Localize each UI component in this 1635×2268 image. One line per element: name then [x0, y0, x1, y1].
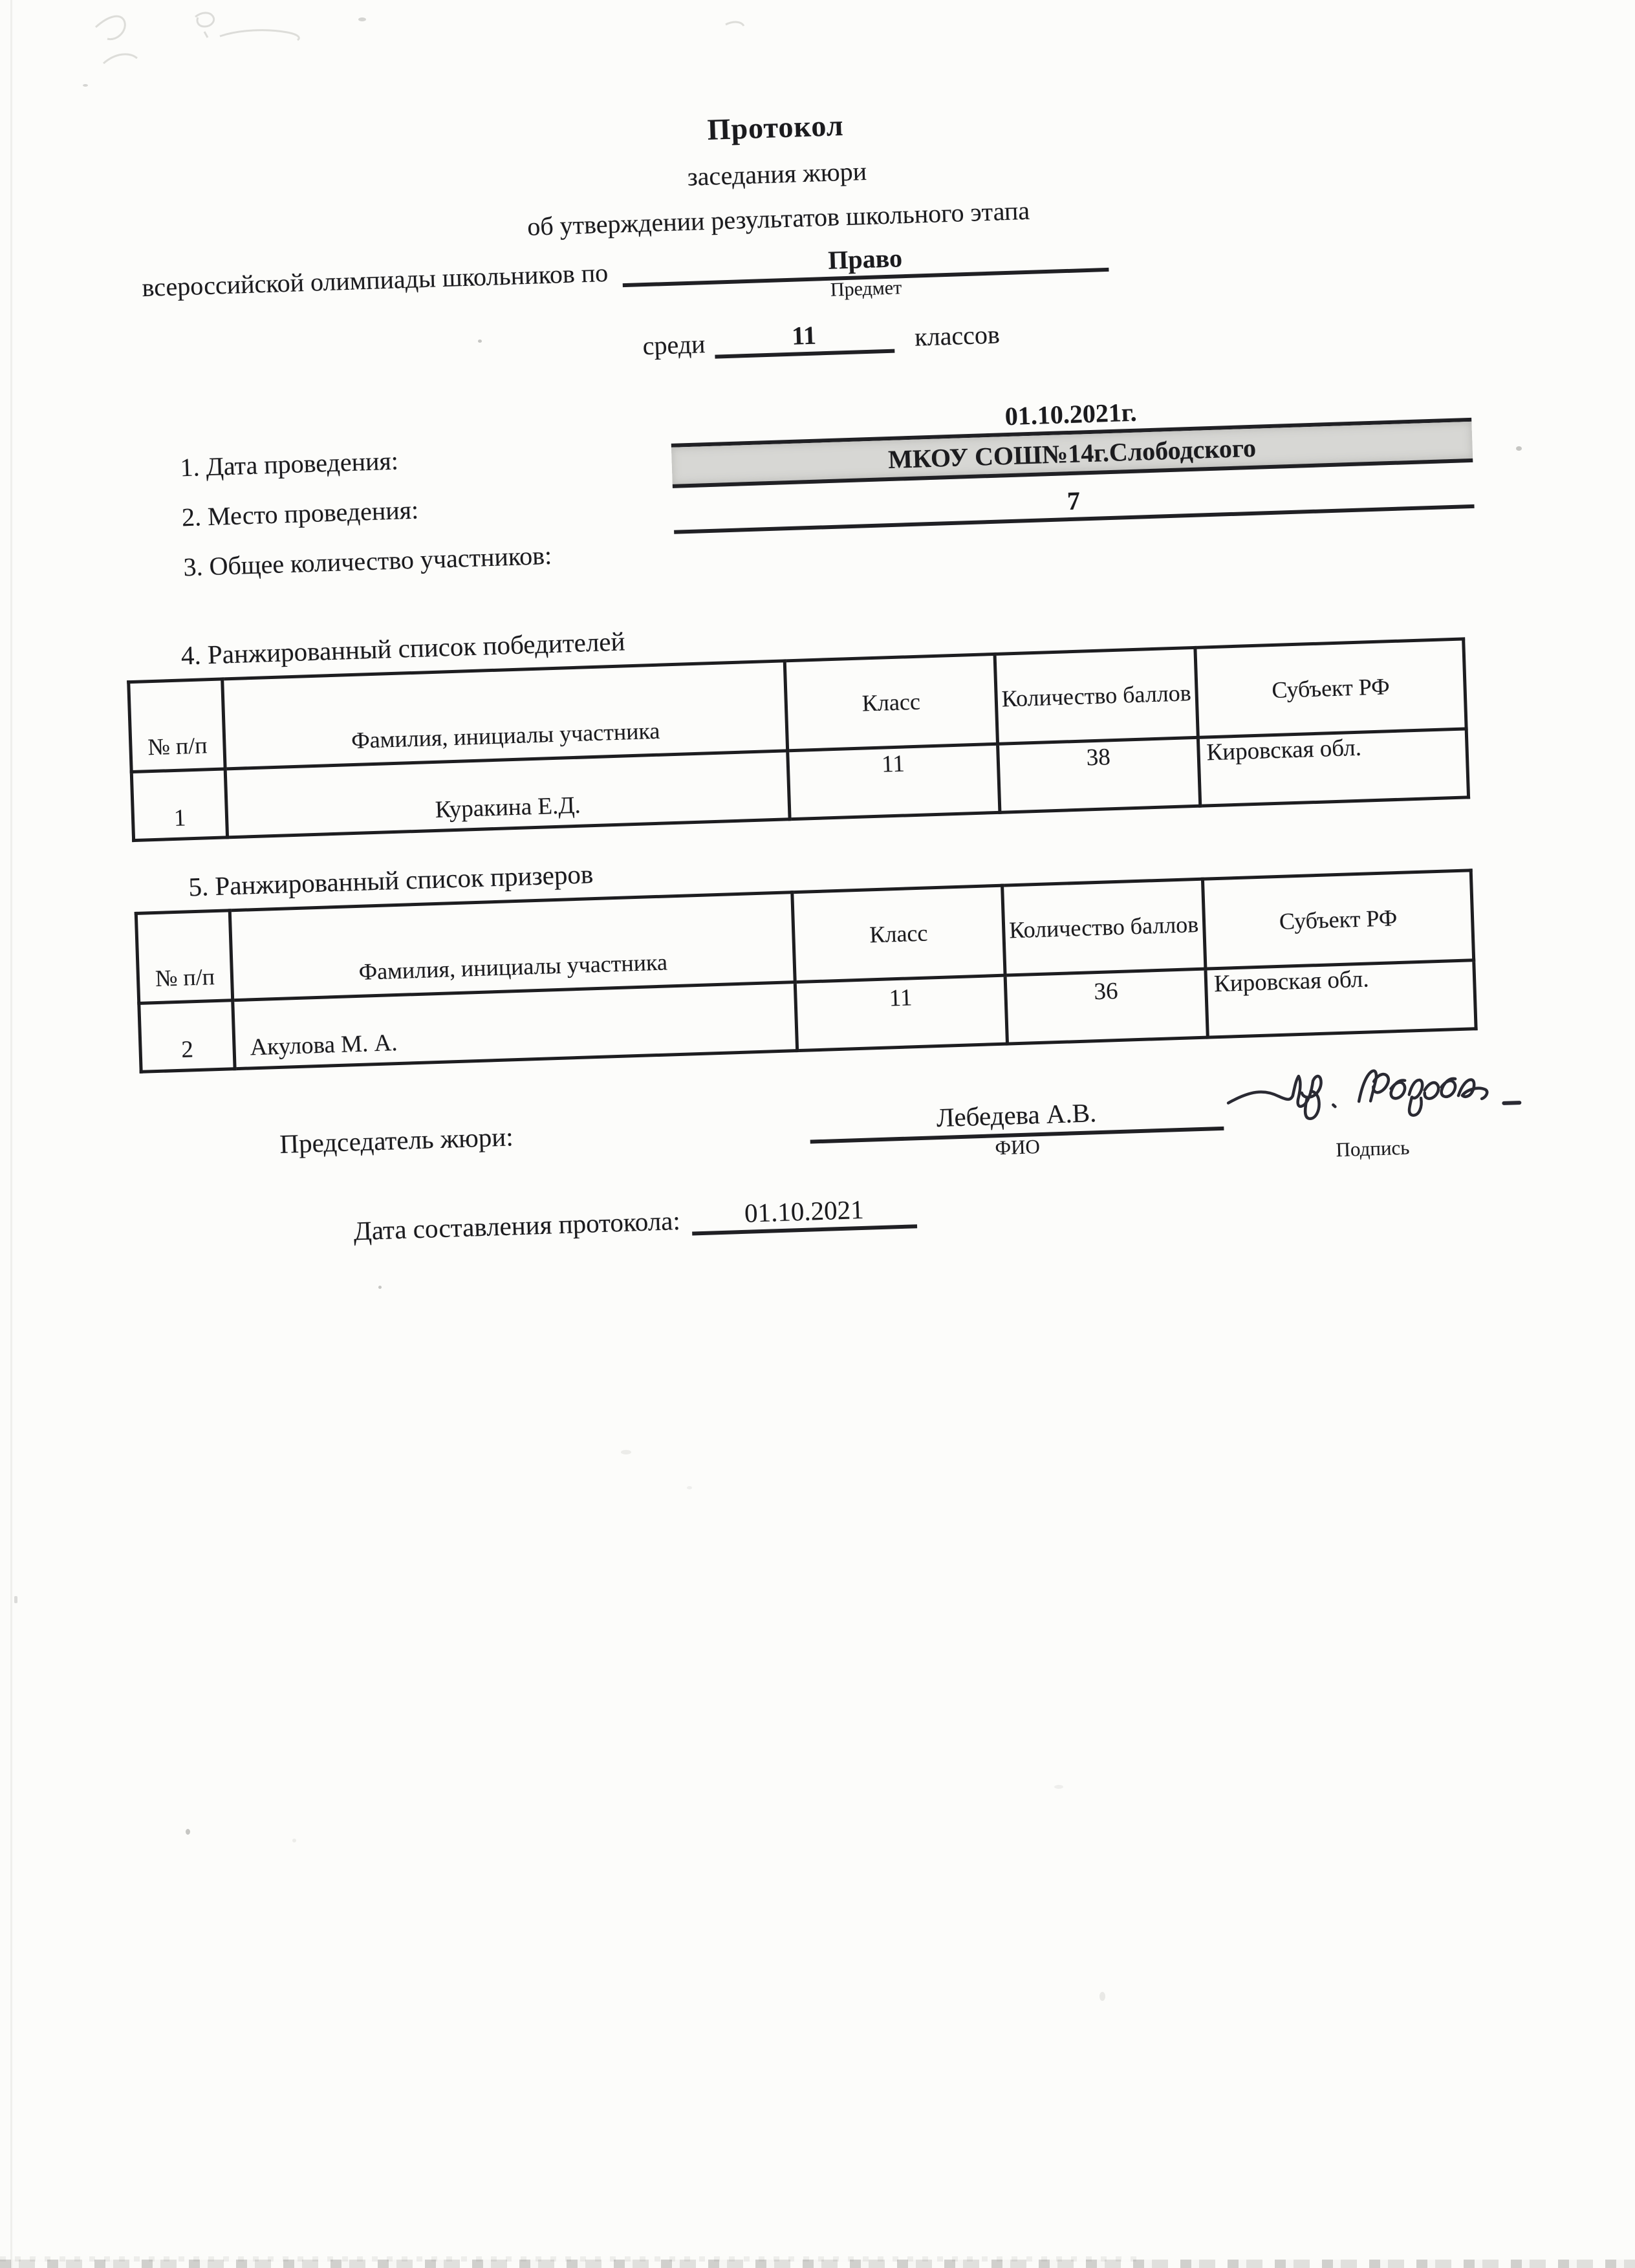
scan-speck [621, 1450, 631, 1454]
cell-points: 38 [998, 737, 1200, 812]
col-header-number: № п/п [129, 679, 225, 772]
scan-speck [186, 1829, 190, 1835]
item-label-place: 2. Место проведения: [181, 495, 419, 532]
scan-edge-line [10, 0, 12, 2268]
cell-name: Куракина Е.Д. [225, 751, 790, 837]
col-header-class: Класс [785, 654, 997, 750]
item-label-count: 3. Общее количество участников: [182, 540, 552, 582]
col-header-name: Фамилия, инициалы участника [230, 892, 795, 1000]
place-field-highlighted: МКОУ СОШ№14г.Слободского [671, 422, 1473, 488]
grade-line [164, 299, 1478, 377]
scan-speck [1099, 1992, 1105, 2001]
scan-bottom-noise [0, 2256, 1145, 2262]
chairman-label: Председатель жюри: [279, 1121, 514, 1159]
subtitle-line-2: об утверждении результатов школьного этапа [526, 195, 1030, 241]
scan-speck [292, 1839, 296, 1842]
col-header-class: Класс [792, 885, 1005, 982]
col-header-region: Субъект РФ [1195, 639, 1466, 737]
subject-caption: Предмет [830, 277, 902, 301]
grade-suffix: классов [914, 319, 1001, 352]
cell-class: 11 [788, 744, 1000, 819]
document-title: Протокол [706, 109, 845, 146]
chairman-signature-row [112, 1067, 1504, 1194]
item-fields [670, 386, 1474, 534]
grade-field: 11 [713, 318, 894, 359]
scan-speck [378, 1286, 382, 1289]
col-header-name: Фамилия, инициалы участника [222, 661, 788, 769]
subtitle-line-1: заседания жюри [687, 156, 867, 191]
scan-speck [14, 1596, 17, 1603]
scan-speck [687, 1486, 692, 1489]
item-labels [180, 440, 553, 601]
cell-points: 36 [1005, 969, 1207, 1044]
numbered-items [91, 397, 1486, 618]
cell-region: Кировская обл. [1198, 729, 1468, 806]
cell-region: Кировская обл. [1206, 960, 1476, 1037]
subject-value: Право [827, 243, 903, 275]
subject-line-text: всероссийской олимпиады школьников по [141, 257, 609, 303]
prizes-table [135, 869, 1478, 1074]
protocol-date-row [353, 1173, 1506, 1246]
protocol-date-field: 01.10.2021 [691, 1192, 918, 1235]
item-label-date: 1. Дата проведения: [179, 446, 399, 482]
document-content [79, 56, 1506, 1246]
handwritten-signature [1222, 1037, 1523, 1143]
cell-number: 2 [139, 1000, 235, 1072]
prizes-section-title: 5. Ранжированный список призеров [188, 859, 594, 902]
grade-prefix: среди [642, 329, 706, 361]
col-header-points: Количество баллов [1002, 879, 1206, 975]
cell-name: Акулова М. А. [233, 982, 797, 1069]
chairman-name-caption: ФИО [994, 1135, 1041, 1160]
protocol-date-label: Дата составления протокола: [353, 1205, 681, 1246]
col-header-region: Субъект РФ [1202, 870, 1473, 969]
participants-count-field: 7 [673, 462, 1475, 534]
scan-speck [1054, 1785, 1063, 1789]
chairman-name-field [809, 1093, 1224, 1160]
col-header-number: № п/п [136, 911, 232, 1004]
winners-table [127, 637, 1470, 842]
cell-class: 11 [795, 975, 1007, 1050]
date-field: 01.10.2021г. [670, 386, 1471, 448]
signature-caption: Подпись [1335, 1136, 1410, 1161]
subject-field [622, 236, 1109, 301]
cell-number: 1 [131, 769, 227, 841]
winners-section-title: 4. Ранжированный список победителей [180, 626, 626, 671]
chairman-name: Лебедева А.В. [936, 1097, 1097, 1133]
scan-speck [1516, 446, 1522, 451]
col-header-points: Количество баллов [995, 647, 1198, 744]
